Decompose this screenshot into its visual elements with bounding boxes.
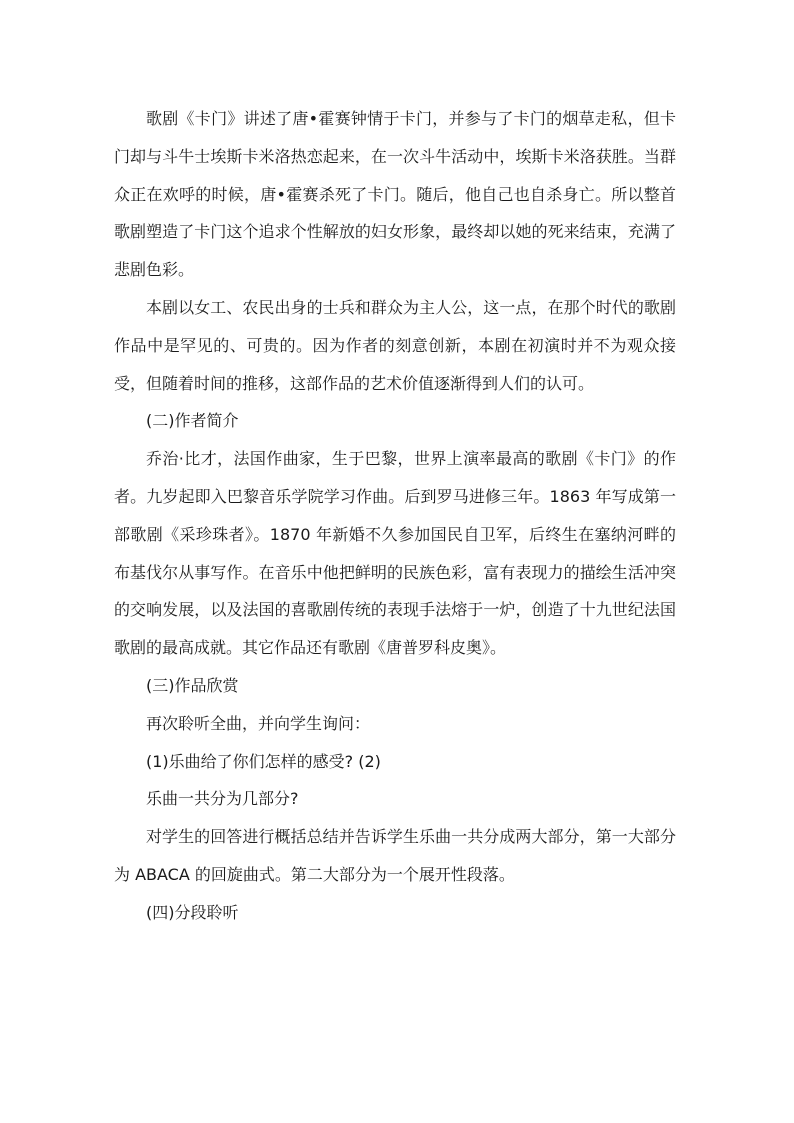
paragraph-question-1: (1)乐曲给了你们怎样的感受? (2) (146, 751, 381, 771)
section-heading-segment-listening: (四)分段聆听 (146, 902, 239, 922)
section-heading-appreciation: (三)作品欣赏 (146, 675, 239, 695)
paragraph-characters: 本剧以女工、农民出身的士兵和群众为主人公，这一点，在那个时代的歌剧作品中是罕见的、可贵的。因为作者的刻意创新，本剧在初演时并不为观众接受，但随着时间的推移，这部作品的艺术价值逐渐得到人们的认可。 (114, 297, 676, 393)
paragraph-listen-again: 再次聆听全曲，并向学生询问： (146, 713, 371, 733)
section-heading-author: (二)作者简介 (146, 411, 239, 431)
paragraph-author-bio: 乔治·比才，法国作曲家，生于巴黎，世界上演率最高的歌剧《卡门》的作者。九岁起即入巴黎音乐学院学习作曲。后到罗马进修三年。1863 年写成第一部歌剧《采珍珠者》。1870 年新婚不久参加国民自卫军，后终生在塞纳河畔的布基伐尔从事写作。在音乐中他把鲜明的民族色彩，富有表现力的描绘生活冲突的交响发展，以及法国的喜歌剧传统的表现手法熔于一炉，创造了十九世纪法国歌剧的最高成就。其它作品还有歌剧《唐普罗科皮奥》。 (114, 449, 676, 658)
paragraph-plot-summary: 歌剧《卡门》讲述了唐•霍赛钟情于卡门，并参与了卡门的烟草走私，但卡门却与斗牛士埃斯卡米洛热恋起来，在一次斗牛活动中，埃斯卡米洛获胜。当群众正在欢呼的时候，唐•霍赛杀死了卡门。随后，他自己也自杀身亡。所以整首歌剧塑造了卡门这个追求个性解放的妇女形象，最终却以她的死来结束，充满了悲剧色彩。 (114, 109, 676, 280)
document-body (114, 100, 676, 932)
paragraph-summary: 对学生的回答进行概括总结并告诉学生乐曲一共分成两大部分，第一大部分为 ABACA 的回旋曲式。第二大部分为一个展开性段落。 (114, 827, 676, 884)
paragraph-question-2: 乐曲一共分为几部分? (146, 789, 299, 809)
